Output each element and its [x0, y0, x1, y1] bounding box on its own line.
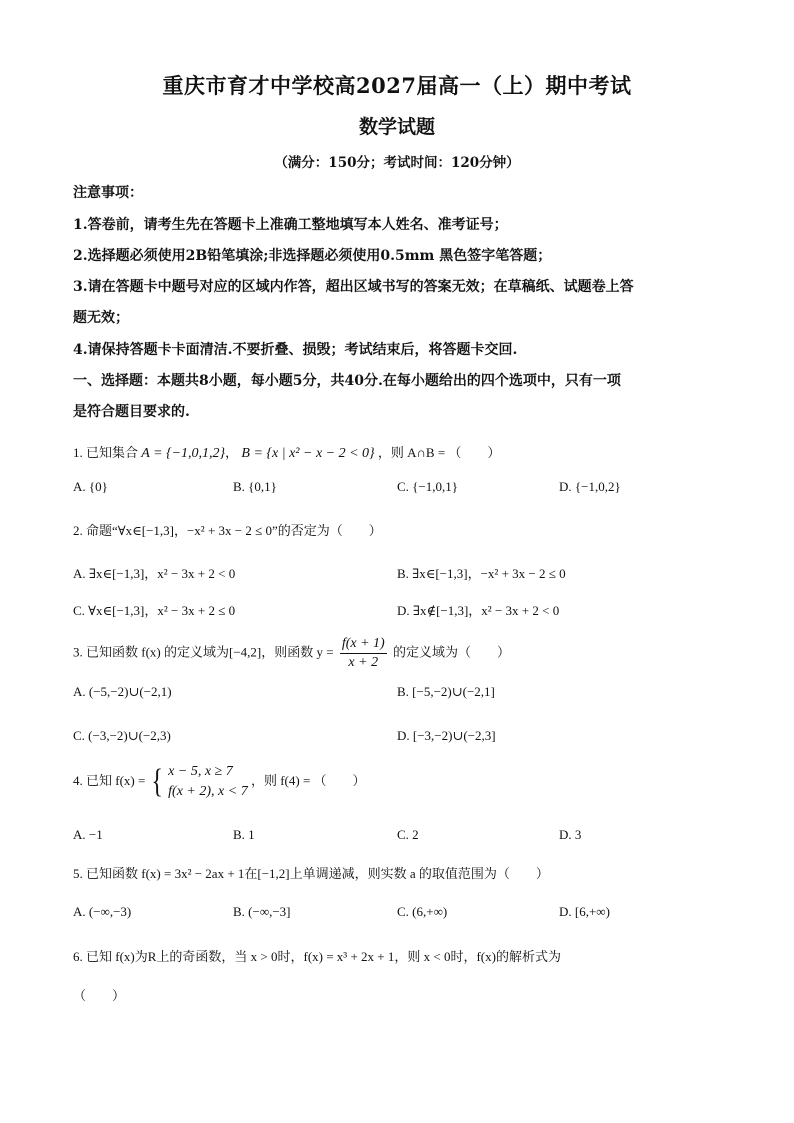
- question-text: 命题“∀x∈[−1,3]，−x² + 3x − 2 ≤ 0”的否定为（ ）: [86, 523, 382, 538]
- question-2: [73, 520, 382, 539]
- note-item: 4.请保持答题卡卡面清洁.不要折叠、损毁；考试结束后，将答题卡交回.: [73, 342, 518, 358]
- note-item: 2.选择题必须使用2B铅笔填涂;非选择题必须使用0.5mm 黑色签字笔答题；: [73, 248, 552, 264]
- option-c: C. (−3,−2)∪(−2,3): [73, 728, 171, 743]
- piecewise-cases: [168, 762, 248, 802]
- exam-info: （满分：150分；考试时间：120分钟）: [274, 155, 520, 171]
- question-number: 1.: [73, 445, 83, 460]
- set-a: A = {−1,0,1,2}: [141, 446, 226, 461]
- case-1: x − 5, x ≥ 7: [168, 764, 233, 779]
- question-5: [73, 863, 549, 882]
- question-number: 2.: [73, 523, 83, 538]
- option-a: A. {0}: [73, 479, 108, 494]
- option-c: C. 2: [397, 827, 419, 842]
- option-d: D. ∃x∉[−1,3]，x² − 3x + 2 < 0: [397, 603, 560, 618]
- option-a: A. −1: [73, 827, 103, 842]
- option-c: C. (6,+∞): [397, 904, 448, 919]
- fraction: [340, 635, 387, 672]
- exam-title: 重庆市育才中学校高2027届高一（上）期中考试: [162, 73, 632, 98]
- option-d: D. [6,+∞): [559, 904, 610, 919]
- question-6: [73, 946, 561, 965]
- question-6-cont: （ ）: [73, 988, 126, 1003]
- question-text: ，则 f(4) = （ ）: [250, 772, 366, 788]
- option-c: C. {−1,0,1}: [397, 479, 458, 494]
- question-text: 已知函数 f(x) 的定义域为[−4,2]，则函数 y =: [86, 644, 334, 660]
- question-text: 已知 f(x)为R上的奇函数，当 x > 0时，f(x) = x³ + 2x + 1，则 x < 0时，f(x)的解析式为: [86, 949, 561, 964]
- section-heading-cont: 是符合题目要求的.: [73, 404, 190, 420]
- question-number: 5.: [73, 866, 83, 881]
- option-d: D. [−3,−2)∪(−2,3]: [397, 728, 496, 743]
- option-a: A. (−5,−2)∪(−2,1): [73, 684, 172, 699]
- note-item: 题无效；: [73, 310, 129, 326]
- question-text: 已知集合: [86, 445, 139, 460]
- brace-icon: {: [151, 763, 163, 800]
- case-2: f(x + 2), x < 7: [168, 784, 248, 799]
- set-b: B = {x | x² − x − 2 < 0}: [241, 446, 375, 461]
- question-text: 已知 f(x) =: [86, 772, 146, 788]
- option-a: A. ∃x∈[−1,3]，x² − 3x + 2 < 0: [73, 566, 236, 581]
- note-item: 1.答卷前，请考生先在答题卡上准确工整地填写本人姓名、准考证号；: [73, 217, 508, 233]
- question-number: 4.: [73, 772, 83, 788]
- question-text: ，则 A∩B = （ ）: [377, 445, 501, 460]
- option-d: D. {−1,0,2}: [559, 479, 621, 494]
- option-a: A. (−∞,−3): [73, 904, 132, 919]
- question-text: 的定义域为（ ）: [392, 644, 510, 660]
- option-b: B. [−5,−2)∪(−2,1]: [397, 684, 495, 699]
- question-text: 已知函数 f(x) = 3x² − 2ax + 1在[−1,2]上单调递减，则实数 a 的取值范围为（ ）: [86, 866, 549, 881]
- option-d: D. 3: [559, 827, 582, 842]
- option-b: B. 1: [233, 827, 255, 842]
- option-b: B. {0,1}: [233, 479, 277, 494]
- fraction-denominator: x + 2: [348, 655, 379, 670]
- note-item: 3.请在答题卡中题号对应的区域内作答，超出区域书写的答案无效；在草稿纸、试题卷上答: [73, 279, 634, 295]
- notes-heading: 注意事项：: [73, 185, 143, 201]
- option-b: B. (−∞,−3]: [233, 904, 291, 919]
- question-3: [73, 635, 510, 672]
- question-4: [73, 762, 366, 802]
- option-b: B. ∃x∈[−1,3]，−x² + 3x − 2 ≤ 0: [397, 566, 566, 581]
- fraction-numerator: f(x + 1): [340, 635, 387, 654]
- question-number: 6.: [73, 949, 83, 964]
- question-1: 1. 已知集合 A = {−1,0,1,2}， B = {x | x² − x − 2 < 0} ，则 A∩B = （ ）: [73, 445, 501, 461]
- question-number: 3.: [73, 644, 83, 660]
- subject-title: 数学试题: [358, 116, 435, 138]
- section-heading: 一、选择题：本题共8小题，每小题5分，共40分.在每小题给出的四个选项中，只有一项: [73, 373, 621, 389]
- option-c: C. ∀x∈[−1,3]，x² − 3x + 2 ≤ 0: [73, 603, 236, 618]
